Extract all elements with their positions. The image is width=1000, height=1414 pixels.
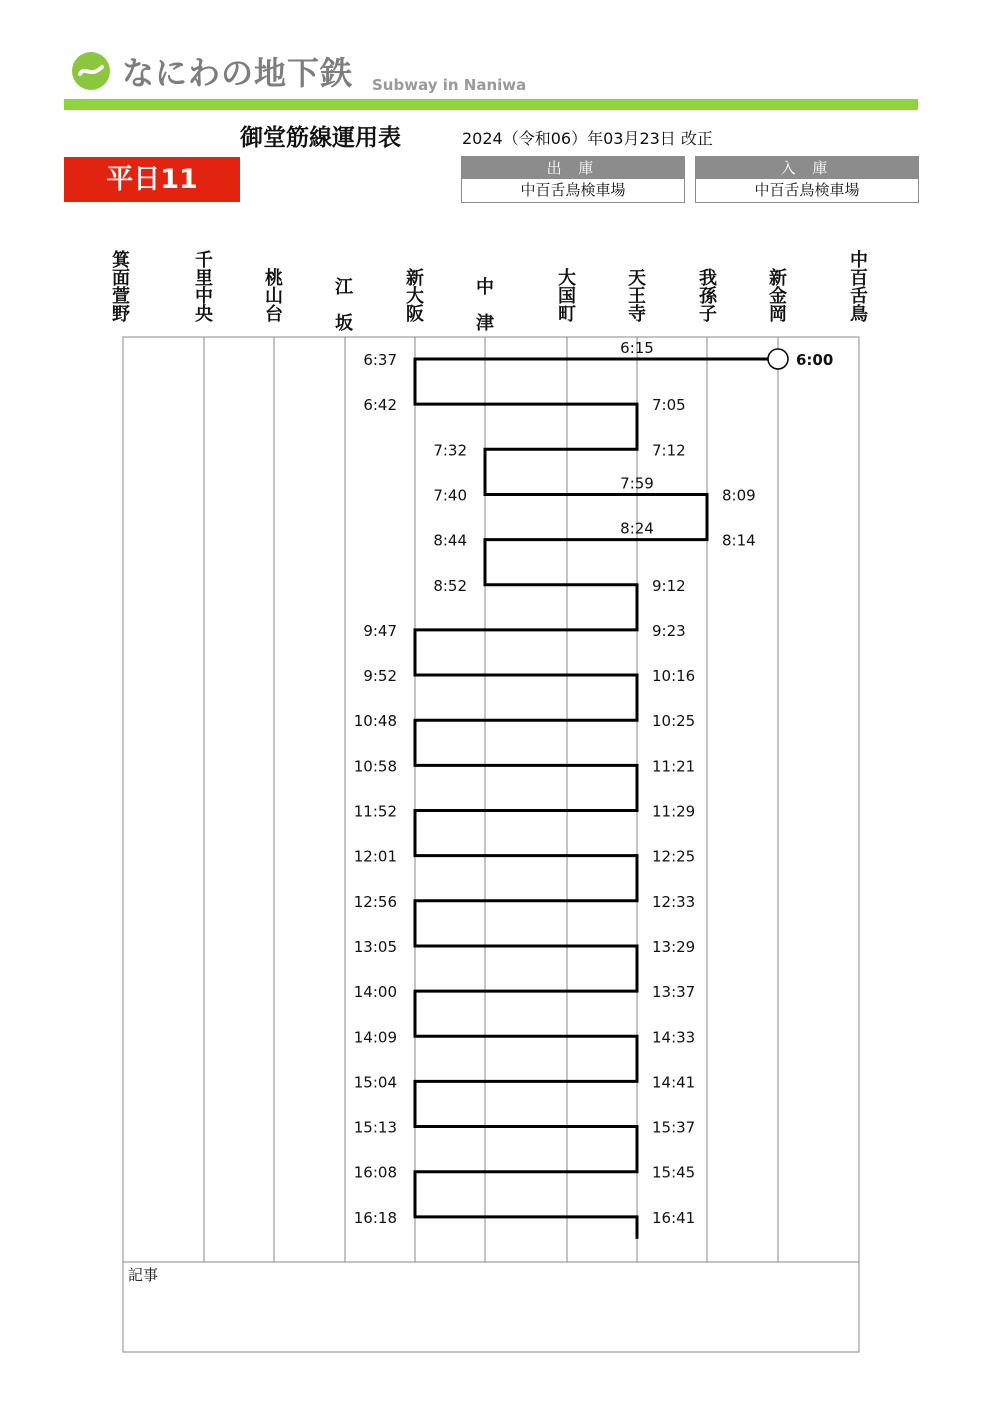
station-daikokucho: 大国町	[558, 268, 576, 325]
notes-label: 記事	[128, 1266, 159, 1284]
departure-depot-value: 中百舌鳥検車場	[462, 179, 684, 202]
stop-time-label: 12:33	[652, 892, 696, 911]
stop-time-label: 9:12	[652, 576, 686, 595]
stop-time-label: 13:37	[652, 983, 696, 1002]
stop-time-label: 10:16	[652, 667, 696, 686]
stop-time-label: 6:37	[363, 351, 397, 369]
station-abiko: 我孫子	[699, 268, 717, 325]
stop-time-label: 10:25	[652, 712, 696, 731]
brand-subtitle: Subway in Naniwa	[372, 76, 527, 94]
stop-time-label: 16:41	[652, 1208, 696, 1227]
departure-depot-box	[461, 156, 685, 203]
stop-time-label: 15:04	[353, 1073, 397, 1092]
station-minoh-kayano: 箕面萱野	[112, 250, 130, 325]
stop-time-label: 8:52	[433, 576, 467, 595]
stop-time-label: 10:48	[353, 712, 397, 731]
station-momoyamadai: 桃山台	[265, 268, 283, 325]
time-labels	[354, 339, 834, 1227]
stop-time-label: 7:32	[433, 441, 467, 460]
stop-time-label: 11:21	[652, 757, 696, 776]
revision-date: 2024（令和06）年03月23日 改正	[462, 129, 713, 148]
brand-name: なにわの地下鉄	[122, 54, 354, 92]
departure-depot-label: 出 庫	[462, 157, 684, 179]
stop-time-label: 14:33	[652, 1028, 696, 1047]
station-senri-chuo: 千里中央	[195, 250, 213, 325]
stop-time-label: 8:09	[722, 486, 756, 505]
stop-time-label: 8:44	[433, 531, 467, 550]
stop-time-label: 13:29	[652, 937, 696, 956]
stop-time-label: 9:23	[652, 621, 686, 640]
arrival-depot-value: 中百舌鳥検車場	[696, 179, 918, 202]
document-title: 御堂筋線運用表	[240, 125, 401, 151]
start-time-label: 6:00	[796, 351, 834, 369]
stop-time-label: 7:05	[652, 396, 686, 415]
stop-time-label: 15:45	[652, 1163, 696, 1182]
diagram-grid	[123, 337, 859, 1352]
stop-time-label: 15:37	[652, 1118, 696, 1137]
arrival-depot-label: 入 庫	[696, 157, 918, 179]
stop-time-label: 14:00	[353, 983, 397, 1002]
station-esaka: 江坂	[335, 277, 353, 334]
stop-time-label: 7:12	[652, 441, 686, 460]
stop-time-label: 14:09	[353, 1028, 397, 1047]
stop-time-label: 16:08	[353, 1163, 397, 1182]
station-tennoji: 天王寺	[628, 268, 646, 325]
stop-time-label: 12:01	[353, 847, 397, 866]
station-nakatsu: 中津	[476, 277, 494, 334]
arrival-depot-box	[695, 156, 919, 203]
stop-time-label: 13:05	[353, 937, 397, 956]
pass-time-label: 8:24	[620, 519, 654, 538]
pass-time-label: 6:15	[620, 339, 654, 357]
stop-time-label: 7:40	[433, 486, 467, 505]
station-shinkanaoka: 新金岡	[769, 268, 787, 325]
train-route-line	[415, 359, 768, 1239]
stop-time-label: 12:25	[652, 847, 696, 866]
stop-time-label: 9:52	[363, 667, 397, 686]
stop-time-label: 15:13	[353, 1118, 397, 1137]
station-shin-osaka: 新大阪	[406, 268, 424, 325]
stop-time-label: 6:42	[363, 396, 397, 415]
header-divider	[64, 99, 918, 110]
stop-time-label: 10:58	[353, 757, 397, 776]
stop-time-label: 8:14	[722, 531, 756, 550]
stop-time-label: 11:52	[353, 802, 397, 821]
stop-time-label: 12:56	[353, 892, 397, 911]
stop-time-label: 14:41	[652, 1073, 696, 1092]
stop-time-label: 9:47	[363, 621, 397, 640]
stop-time-label: 11:29	[652, 802, 696, 821]
start-circle	[768, 349, 788, 369]
pass-time-label: 7:59	[620, 474, 654, 493]
station-nakamozu: 中百舌鳥	[850, 250, 868, 325]
schedule-badge: 平日11	[64, 157, 240, 202]
logo-icon	[72, 52, 110, 90]
stop-time-label: 16:18	[353, 1208, 397, 1227]
